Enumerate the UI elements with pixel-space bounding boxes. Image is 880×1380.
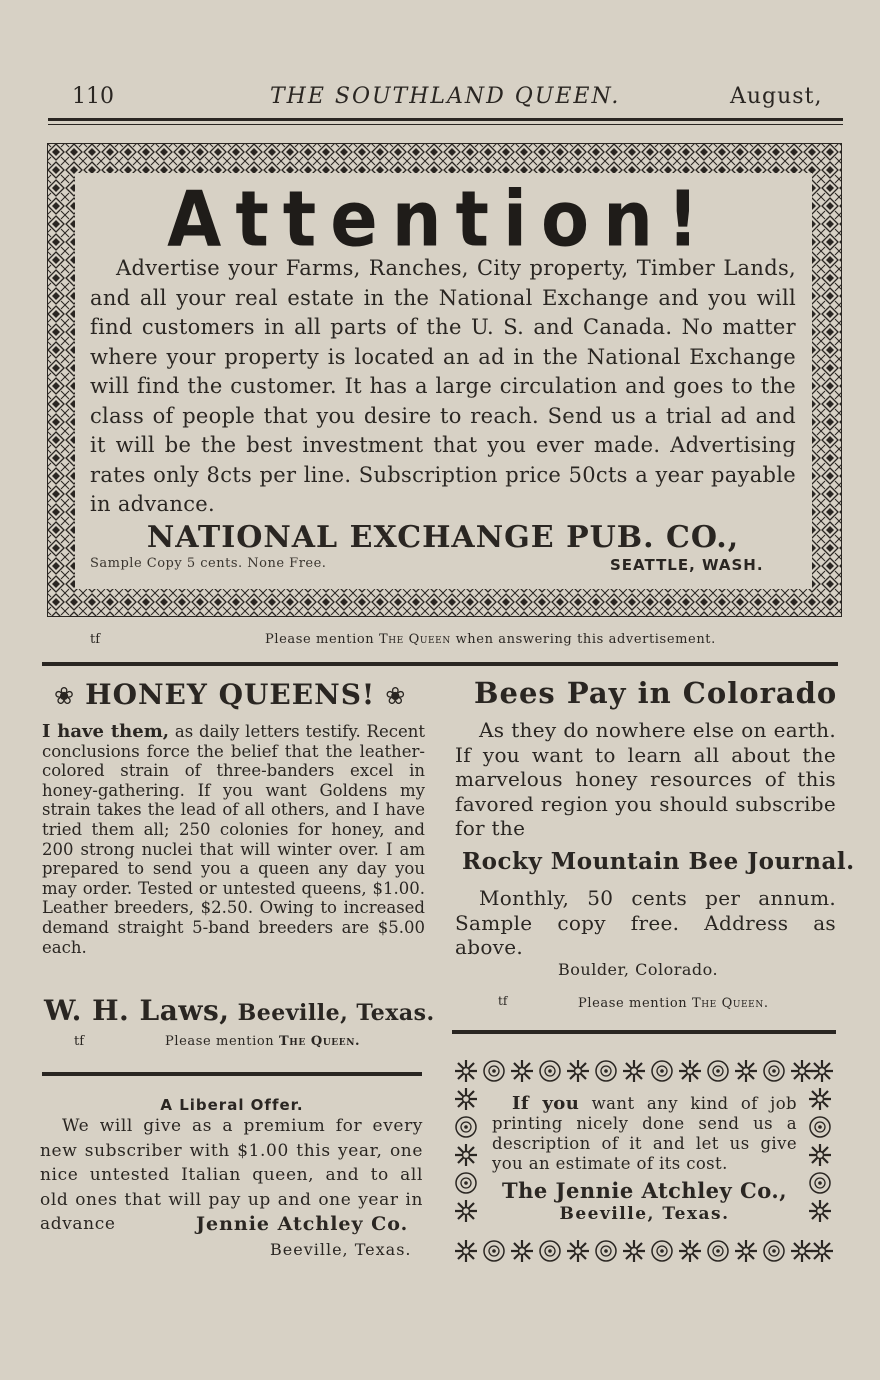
- mention-notice: [265, 632, 716, 647]
- mention-queen: The Queen: [378, 632, 451, 647]
- bees-colorado-body: [455, 718, 836, 841]
- liberal-offer-location: Beeville, Texas.: [270, 1240, 412, 1259]
- mention-notice: [165, 1034, 360, 1049]
- printing-company: The Jennie Atchley Co.,: [501, 1178, 788, 1203]
- column-rule-right: [452, 1030, 836, 1034]
- section-rule: [42, 662, 838, 666]
- mention-queen: The Queen.: [691, 996, 769, 1011]
- printing-lead: If you: [512, 1093, 580, 1114]
- liberal-offer-text: We will give as a premium for every new subscriber with $1.00 this year, one nice untested Italian queen, and to all old ones that will pay up and one year in advance: [40, 1116, 423, 1234]
- seller-location: Beeville, Texas.: [229, 1000, 435, 1026]
- company-location: SEATTLE, WASH.: [610, 556, 764, 574]
- honey-queens-heading: HONEY QUEENS!: [85, 678, 376, 711]
- printing-border-left: [455, 1088, 477, 1222]
- mention-queen: The Queen.: [278, 1034, 361, 1049]
- tf-mark: tf: [90, 632, 101, 647]
- honey-queens-body: [42, 722, 425, 957]
- mention-notice: [578, 996, 769, 1011]
- printing-body: [492, 1094, 797, 1174]
- tf-mark: tf: [498, 994, 508, 1008]
- page-number: 110: [72, 84, 114, 109]
- sample-copy-note: Sample Copy 5 cents. None Free.: [90, 556, 327, 571]
- printing-location: Beeville, Texas.: [559, 1204, 730, 1224]
- honey-queens-title: [44, 678, 416, 711]
- attention-headline: Attention!: [167, 173, 713, 265]
- bees-colorado-text: As they do nowhere else on earth. If you want to learn all about the marvelous honey resources of this favored region you should subscribe for the: [455, 718, 836, 840]
- header-rule: [48, 118, 843, 121]
- column-rule-left: [42, 1072, 422, 1076]
- printing-border-top: [455, 1060, 833, 1082]
- bees-colorado-location: Boulder, Colorado.: [558, 960, 719, 979]
- honey-queens-lead: I have them,: [42, 721, 170, 742]
- honey-queens-text: as daily letters testify. Recent conclusions force the belief that the leather-colored strain of three-banders excel in honey-gathering. If you want Goldens my strain takes the lead of all others, and I have tried them all; 250 colonies for honey, and 200 strong nuclei that will winter over. I am prepared to send you a queen any day you may order. Tested or untested queens, $1.00. Leather breeders, $2.50. Owing to increased demand straight 5-band breeders are $5.00 each.: [42, 722, 426, 957]
- seller-name: W. H. Laws,: [44, 994, 230, 1027]
- liberal-offer-title: A Liberal Offer.: [160, 1096, 304, 1114]
- bees-colorado-title: Bees Pay in Colorado: [474, 676, 838, 710]
- liberal-offer-company: Jennie Atchley Co.: [196, 1213, 409, 1235]
- flower-ornament-icon: ❀: [54, 682, 76, 710]
- flower-ornament-icon: ❀: [385, 682, 407, 710]
- issue-month: August,: [730, 84, 823, 109]
- tf-mark: tf: [74, 1034, 85, 1049]
- national-exchange-text: Advertise your Farms, Ranches, City property, Timber Lands, and all your real estate in the National Exchange and you will find customers in all parts of the U. S. and Canada. No matter where your property is located an ad in the National Exchange will find the customer. It has a large circulation and goes to the class of people that you desire to reach. Send us a trial ad and it will be the best investment that you ever made. Advertising rates only 8cts per line. Subscription price 50cts a year payable in advance.: [90, 256, 796, 516]
- national-exchange-company: NATIONAL EXCHANGE PUB. CO.,: [146, 520, 740, 555]
- header-rule-thin: [48, 124, 843, 125]
- national-exchange-body: [90, 254, 796, 520]
- mention-text: Please mention: [578, 996, 692, 1011]
- printing-border-bottom: [455, 1240, 833, 1262]
- mention-text: Please mention: [165, 1034, 279, 1049]
- journal-title: THE SOUTHLAND QUEEN.: [270, 84, 621, 109]
- printing-border-right: [809, 1088, 831, 1222]
- journal-name: Rocky Mountain Bee Journal.: [462, 848, 855, 875]
- bees-colorado-text2: Monthly, 50 cents per annum. Sample copy free. Address as above.: [455, 886, 836, 959]
- printing-text: want any kind of job printing nicely done send us a description of it and let us give you an estimate of its cost.: [492, 1094, 797, 1173]
- mention-text: Please mention: [265, 632, 379, 647]
- bees-colorado-body2: [455, 886, 836, 960]
- seller-signature: [44, 994, 435, 1027]
- mention-text-end: when answering this advertisement.: [450, 632, 716, 647]
